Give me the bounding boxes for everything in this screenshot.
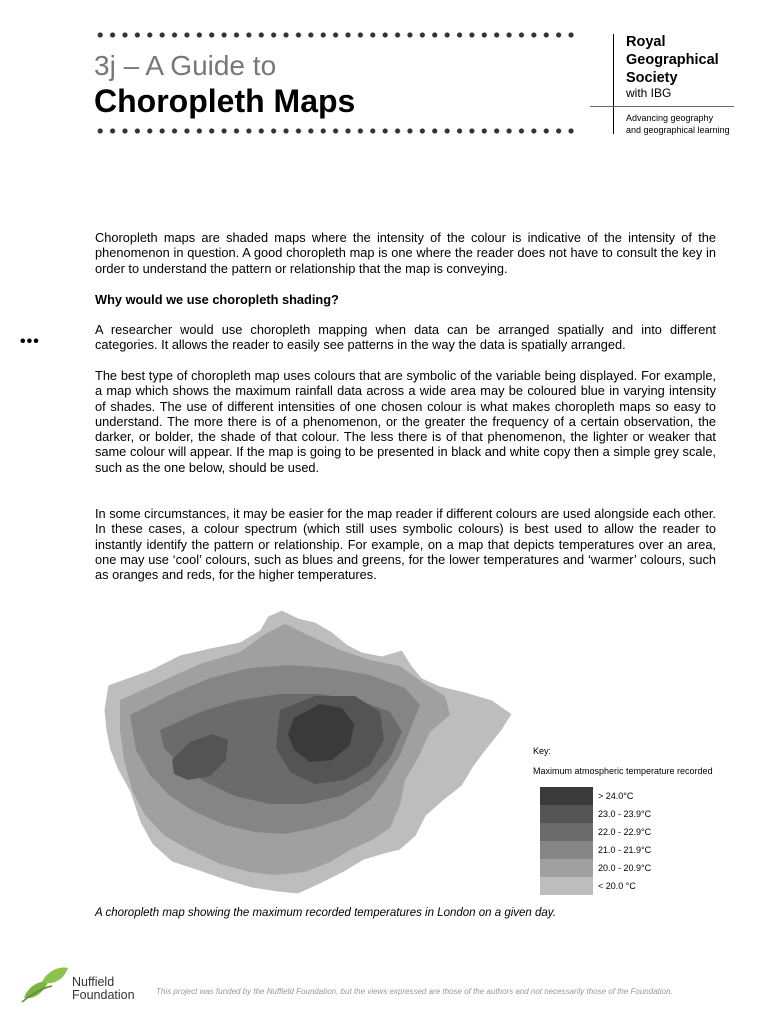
legend-row (540, 787, 730, 805)
page-title: Choropleth Maps (94, 83, 356, 119)
legend-label: 21.0 - 21.9°C (598, 845, 652, 855)
rgs-logo-horizontal-rule (590, 106, 734, 107)
paragraph-researcher: A researcher would use choropleth mapping when data can be arranged spatially and into different categories. It allows the reader to easily see patterns in the way the data is spatially arranged. (95, 322, 716, 353)
legend-label: < 20.0 °C (598, 881, 636, 891)
map-key-label: Key: (533, 746, 552, 756)
legend-swatch (540, 859, 593, 877)
paragraph-best-type: The best type of choropleth map uses colours that are symbolic of the variable being displayed. For example, a map which shows the maximum rainfall data across a wide area may be coloured blue in varying intensity of shades. The use of different intensities of one chosen colour is what makes choropleth maps so easy to understand. The more there is of a phenomenon, or the greater the frequency of a certain observation, the darker, or bolder, the shade of that colour. The less there is of that phenomenon, the lighter or weaker that same colour will appear. If the map is going to be presented in black and white copy then a simple grey scale, such as the one below, should be used. (95, 368, 716, 475)
intro-paragraph: Choropleth maps are shaded maps where the intensity of the colour is indicative of the intensity of the phenomenon in question. A good choropleth map is one where the reader does not have to consult the key in order to understand the pattern or relationship that the map is conveying. (95, 230, 716, 276)
nuffield-leaf-icon (18, 962, 72, 1006)
legend-row (540, 805, 730, 823)
header-dotted-rule-bottom (94, 127, 574, 135)
choropleth-map (100, 600, 520, 900)
page-subtitle: 3j – A Guide to (94, 50, 277, 81)
legend-swatch (540, 877, 593, 895)
nuffield-foundation-name: Nuffield Foundation (72, 975, 135, 1002)
legend-swatch (540, 823, 593, 841)
map-key-title: Maximum atmospheric temperature recorded (533, 766, 713, 776)
more-options-icon[interactable]: ••• (20, 333, 40, 350)
legend-row (540, 841, 730, 859)
legend-label: 20.0 - 20.9°C (598, 863, 652, 873)
legend-label: > 24.0°C (598, 791, 634, 801)
rgs-logo-vertical-rule (613, 34, 614, 134)
legend-swatch (540, 805, 593, 823)
legend-row (540, 877, 730, 895)
legend-label: 22.0 - 22.9°C (598, 827, 652, 837)
paragraph-circumstances: In some circumstances, it may be easier for the map reader if different colours are used alongside each other. In these cases, a colour spectrum (which still uses symbolic colours) is best used to allow the reader to instantly identify the pattern or relationship. For example, on a map that depicts temperatures over an area, one may use ‘cool’ colours, such as blues and greens, for the lower temperatures and ‘warmer’ colours, such as oranges and reds, for the higher temperatures. (95, 506, 716, 583)
rgs-tagline: Advancing geography and geographical learning (626, 113, 730, 135)
rgs-with-ibg: with IBG (626, 86, 672, 100)
legend-swatch (540, 841, 593, 859)
rgs-org-name: Royal Geographical Society (626, 34, 719, 86)
legend-row (540, 823, 730, 841)
header-dotted-rule-top (94, 31, 574, 39)
legend-swatch (540, 787, 593, 805)
funding-disclaimer: This project was funded by the Nuffield Foundation, but the views expressed are those of the authors and not necessarily those of the Foundation. (156, 987, 673, 996)
legend-row (540, 859, 730, 877)
legend-label: 23.0 - 23.9°C (598, 809, 652, 819)
section-heading: Why would we use choropleth shading? (95, 292, 339, 307)
map-caption: A choropleth map showing the maximum recorded temperatures in London on a given day. (95, 907, 556, 919)
